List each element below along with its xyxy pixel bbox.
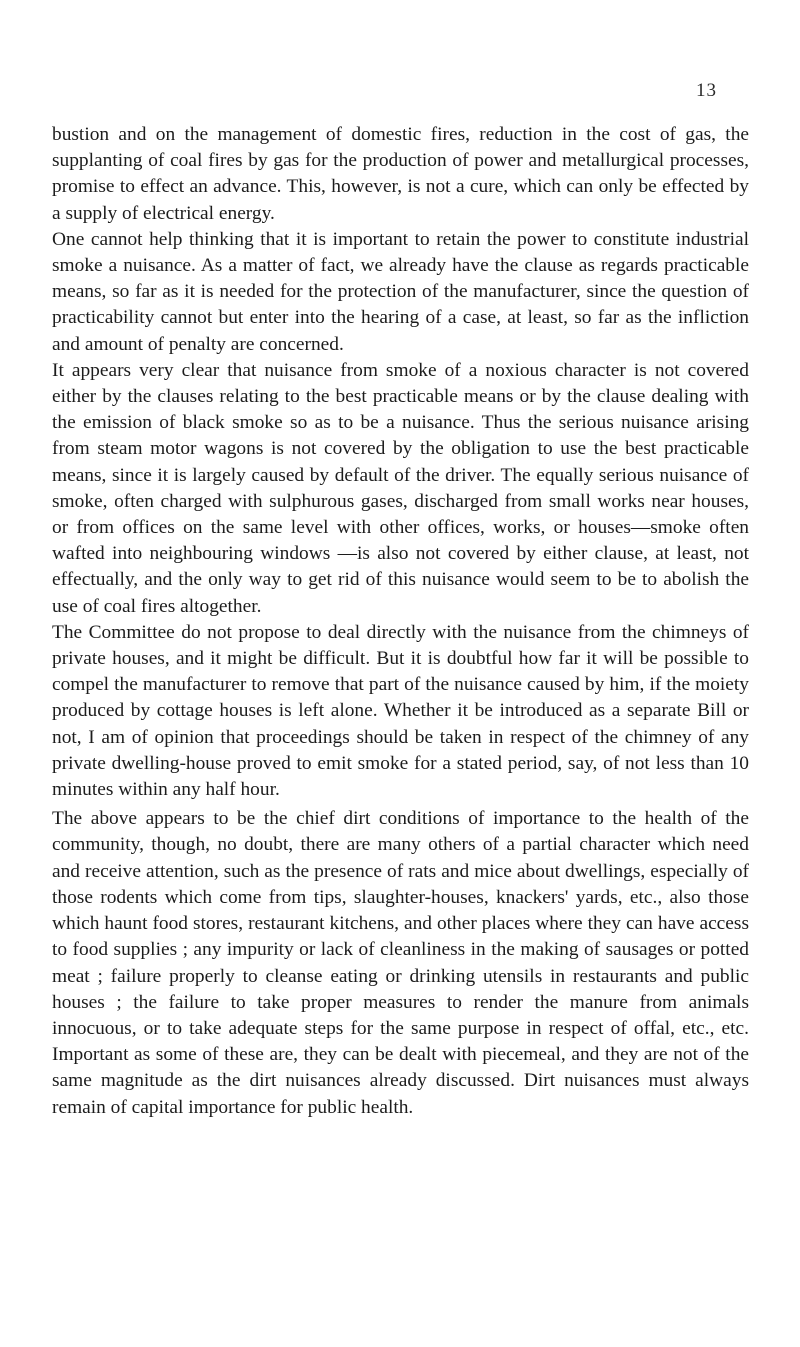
paragraph-2: One cannot help thinking that it is important to retain the power to constitute industrial smoke a nuisance. As a matter of fact, we already have the clause as regards practicable means, so far as it is needed for the protection of the manufacturer, since the question of practicability cannot but enter into the hearing of a case, at least, so far as the infliction and amount of penalty are concerned. [52, 228, 749, 355]
paragraph-3: It appears very clear that nuisance from smoke of a noxious character is not covered either by the clauses relating to the best practicable means or by the clause dealing with the emission of black smoke so as to be a nuisance. Thus the serious nuisance arising from steam motor wagons is not covered by the obligation to use the best practicable means, since it is largely caused by default of the driver. The equally serious nuisance of smoke, often charged with sulphurous gases, discharged from small works near houses, or from offices on the same level with other offices, works, or houses—smoke often wafted into neighbouring windows —is also not covered by either clause, at least, not effectually, and the only way to get rid of this nuisance would seem to be to abolish the use of coal fires altogether. [52, 359, 749, 617]
page-number: 13 [696, 80, 717, 101]
body-text [52, 122, 749, 1121]
paragraph-5: The above appears to be the chief dirt conditions of importance to the health of the community, though, no doubt, there are many others of a partial character which need and receive attention, such as the presence of rats and mice about dwellings, especially of those rodents which come from tips, slaughter-houses, knackers' yards, etc., also those which haunt food stores, restaurant kitchens, and other places where they can have access to food supplies ; any impurity or lack of cleanliness in the making of sausages or potted meat ; failure properly to cleanse eating or drinking utensils in restaurants and public houses ; the failure to take proper measures to render the manure from animals innocuous, or to take adequate steps for the same purpose in respect of offal, etc., etc. Important as some of these are, they can be dealt with piecemeal, and they are not of the same magnitude as the dirt nuisances already discussed. Dirt nuisances must always remain of capital importance for public health. [52, 808, 749, 1118]
paragraph-1: bustion and on the management of domestic fires, reduction in the cost of gas, the supplanting of coal fires by gas for the production of power and metallurgical processes, promise to effect an advance. This, however, is not a cure, which can only be effected by a supply of electrical energy. [52, 124, 749, 224]
paragraph-4: The Committee do not propose to deal directly with the nuisance from the chimneys of private houses, and it might be difficult. But it is doubtful how far it will be possible to compel the manufacturer to remove that part of the nuisance caused by him, if the moiety produced by cottage houses is left alone. Whether it be introduced as a separate Bill or not, I am of opinion that proceedings should be taken in respect of the chimney of any private dwelling-house proved to emit smoke for a stated period, say, of not less than 10 minutes within any half hour. [52, 621, 749, 801]
